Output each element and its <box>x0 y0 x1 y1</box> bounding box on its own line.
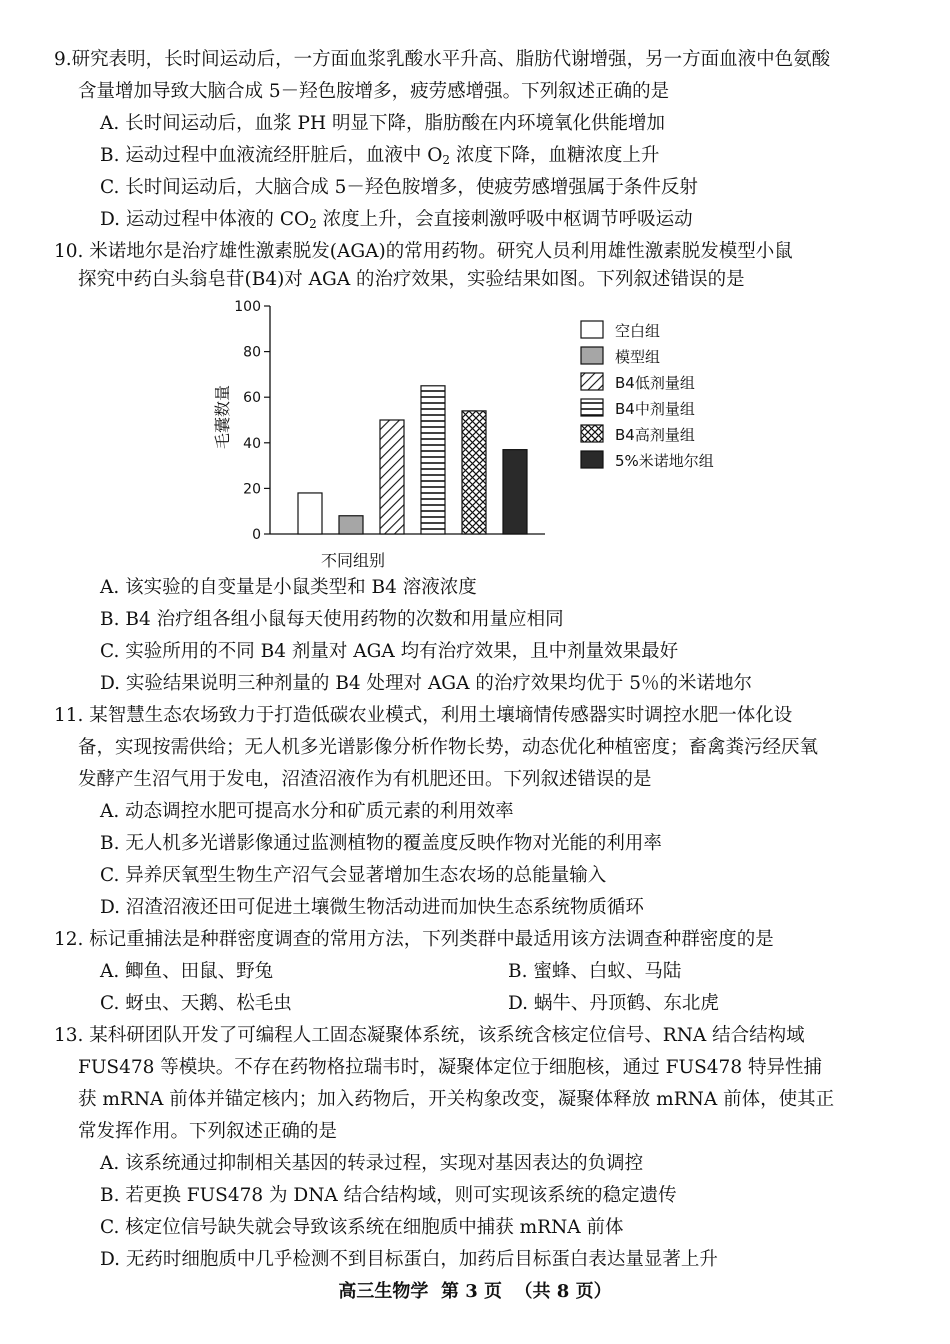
q12-option-b: B. 蜜蜂、白蚁、马陆 <box>508 961 682 982</box>
q9-stem-line1: 9.研究表明，长时间运动后，一方面血浆乳酸水平升高、脂肪代谢增强，另一方面血液中色氨酸 <box>54 49 831 70</box>
chart-legend-swatch <box>581 425 603 442</box>
q11-stem-line2: 备，实现按需供给；无人机多光谱影像分析作物长势，动态优化种植密度；畜禽粪污经厌氧 <box>78 737 819 758</box>
q11-option-c: C. 异养厌氧型生物生产沼气会显著增加生态农场的总能量输入 <box>100 865 607 886</box>
q10-option-a: A. 该实验的自变量是小鼠类型和 B4 溶液浓度 <box>100 577 477 598</box>
q10-option-c: C. 实验所用的不同 B4 剂量对 AGA 均有治疗效果，且中剂量效果最好 <box>100 641 679 662</box>
chart-y-tick-label: 0 <box>252 527 261 543</box>
q13-option-c: C. 核定位信号缺失就会导致该系统在细胞质中捕获 mRNA 前体 <box>100 1217 624 1238</box>
chart-bar <box>462 411 486 534</box>
q9-option-c: C. 长时间运动后，大脑合成 5－羟色胺增多，使疲劳感增强属于条件反射 <box>100 177 698 198</box>
q9-stem-line2: 含量增加导致大脑合成 5－羟色胺增多，疲劳感增强。下列叙述正确的是 <box>78 81 670 102</box>
q9-option-b: B. 运动过程中血液流经肝脏后，血液中 $O_2$ 浓度下降，血糖浓度上升 <box>100 145 660 167</box>
chart-legend-swatch <box>581 399 603 416</box>
chart-bar <box>503 450 527 534</box>
q13-option-b: B. 若更换 FUS478 为 DNA 结合结构域，则可实现该系统的稳定遗传 <box>100 1185 677 1206</box>
q12-option-c: C. 蚜虫、天鹅、松毛虫 <box>100 993 292 1014</box>
q9-option-d: D. 运动过程中体液的 $CO_2$ 浓度上升，会直接刺激呼吸中枢调节呼吸运动 <box>100 209 693 231</box>
chart-legend-swatch <box>581 321 603 338</box>
page-footer: 高三生物学 第 3 页 （共 8 页） <box>338 1281 612 1302</box>
chart-legend-label: B4低剂量组 <box>615 374 695 392</box>
q13-stem-line3: 获 mRNA 前体并锚定核内；加入药物后，开关构象改变，凝聚体释放 mRNA 前体，使其正 <box>78 1089 835 1110</box>
chart-y-tick-label: 40 <box>243 435 261 452</box>
q13-option-d: D. 无药时细胞质中几乎检测不到目标蛋白，加药后目标蛋白表达量显著上升 <box>100 1249 718 1270</box>
q13-stem-line2: FUS478 等模块。不存在药物格拉瑞韦时，凝聚体定位于细胞核，通过 FUS478 特异性捕 <box>78 1057 822 1078</box>
chart-legend-label: 空白组 <box>615 322 661 340</box>
chart-bar <box>339 516 363 534</box>
chart-legend-swatch <box>581 451 603 468</box>
chart-legend-swatch <box>581 347 603 364</box>
q10-bar-chart <box>210 292 730 582</box>
chart-y-tick-label: 20 <box>243 481 261 498</box>
q13-stem-line1: 13. 某科研团队开发了可编程人工固态凝聚体系统，该系统含核定位信号、RNA 结合结构域 <box>54 1025 805 1046</box>
chart-y-tick-label: 100 <box>234 299 261 315</box>
q13-stem-line4: 常发挥作用。下列叙述正确的是 <box>78 1121 338 1142</box>
chart-x-axis-label: 不同组别 <box>320 551 386 570</box>
q13-option-a: A. 该系统通过抑制相关基因的转录过程，实现对基因表达的负调控 <box>100 1153 644 1174</box>
q10-option-b: B. B4 治疗组各组小鼠每天使用药物的次数和用量应相同 <box>100 609 564 630</box>
chart-bar <box>380 420 404 534</box>
q12-option-d: D. 蜗牛、丹顶鹤、东北虎 <box>508 993 719 1014</box>
q11-stem-line1: 11. 某智慧生态农场致力于打造低碳农业模式，利用土壤墒情传感器实时调控水肥一体化设 <box>54 705 793 726</box>
chart-y-axis-label: 毛囊数量 <box>213 384 232 450</box>
q11-stem-line3: 发酵产生沼气用于发电，沼渣沼液作为有机肥还田。下列叙述错误的是 <box>78 769 652 790</box>
q10-option-d: D. 实验结果说明三种剂量的 B4 处理对 AGA 的治疗效果均优于 5％的米诺地尔 <box>100 673 752 694</box>
chart-legend-label: B4高剂量组 <box>615 426 695 444</box>
chart-legend-label: B4中剂量组 <box>615 400 695 418</box>
q12-option-a: A. 鲫鱼、田鼠、野兔 <box>100 961 274 982</box>
chart-legend-swatch <box>581 373 603 390</box>
chart-legend-label: 5%米诺地尔组 <box>615 452 714 470</box>
chart-legend-label: 模型组 <box>615 348 661 366</box>
q10-stem-line2: 探究中药白头翁皂苷(B4)对 AGA 的治疗效果，实验结果如图。下列叙述错误的是 <box>78 269 745 290</box>
q11-option-b: B. 无人机多光谱影像通过监测植物的覆盖度反映作物对光能的利用率 <box>100 833 662 854</box>
chart-bar <box>421 386 445 534</box>
chart-y-tick-label: 80 <box>243 344 261 361</box>
q10-stem-line1: 10. 米诺地尔是治疗雄性激素脱发(AGA)的常用药物。研究人员利用雄性激素脱发模型小鼠 <box>54 241 793 262</box>
q11-option-a: A. 动态调控水肥可提高水分和矿质元素的利用效率 <box>100 801 514 822</box>
q11-option-d: D. 沼渣沼液还田可促进土壤微生物活动进而加快生态系统物质循环 <box>100 897 644 918</box>
chart-y-tick-label: 60 <box>243 390 261 407</box>
q9-option-a: A. 长时间运动后，血浆 PH 明显下降，脂肪酸在内环境氧化供能增加 <box>100 113 665 134</box>
q12-stem: 12. 标记重捕法是种群密度调查的常用方法，下列类群中最适用该方法调查种群密度的是 <box>54 929 774 950</box>
chart-bar <box>298 493 322 534</box>
